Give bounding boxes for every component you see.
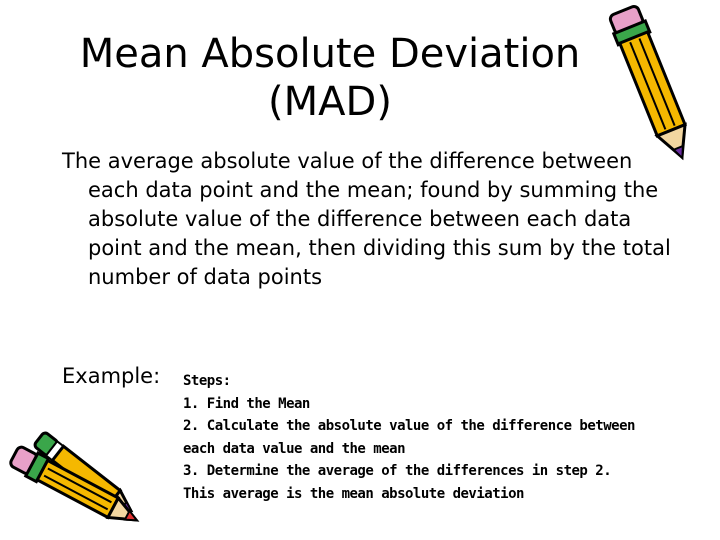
slide-title	[40, 30, 620, 126]
example-label: Example:	[62, 364, 161, 388]
title-line-2: (MAD)	[268, 79, 392, 125]
steps-heading: Steps:	[183, 373, 231, 389]
step-line: 2. Calculate the absolute value of the difference between	[183, 418, 635, 434]
title-line-1: Mean Absolute Deviation	[79, 31, 581, 77]
step-line: 1. Find the Mean	[183, 395, 310, 412]
step-line: 3. Determine the average of the differences in step 2.	[183, 463, 612, 479]
step-line: each data value and the mean	[183, 440, 406, 457]
pencil-icon	[2, 425, 162, 537]
definition-text: The average absolute value of the difference between each data point and the mean; found by summing the absolute value of the difference between each data point and the mean, then dividing this sum by the total number of data points	[62, 149, 671, 289]
step-line: This average is the mean absolute deviation	[183, 485, 524, 502]
steps-list	[183, 370, 713, 505]
